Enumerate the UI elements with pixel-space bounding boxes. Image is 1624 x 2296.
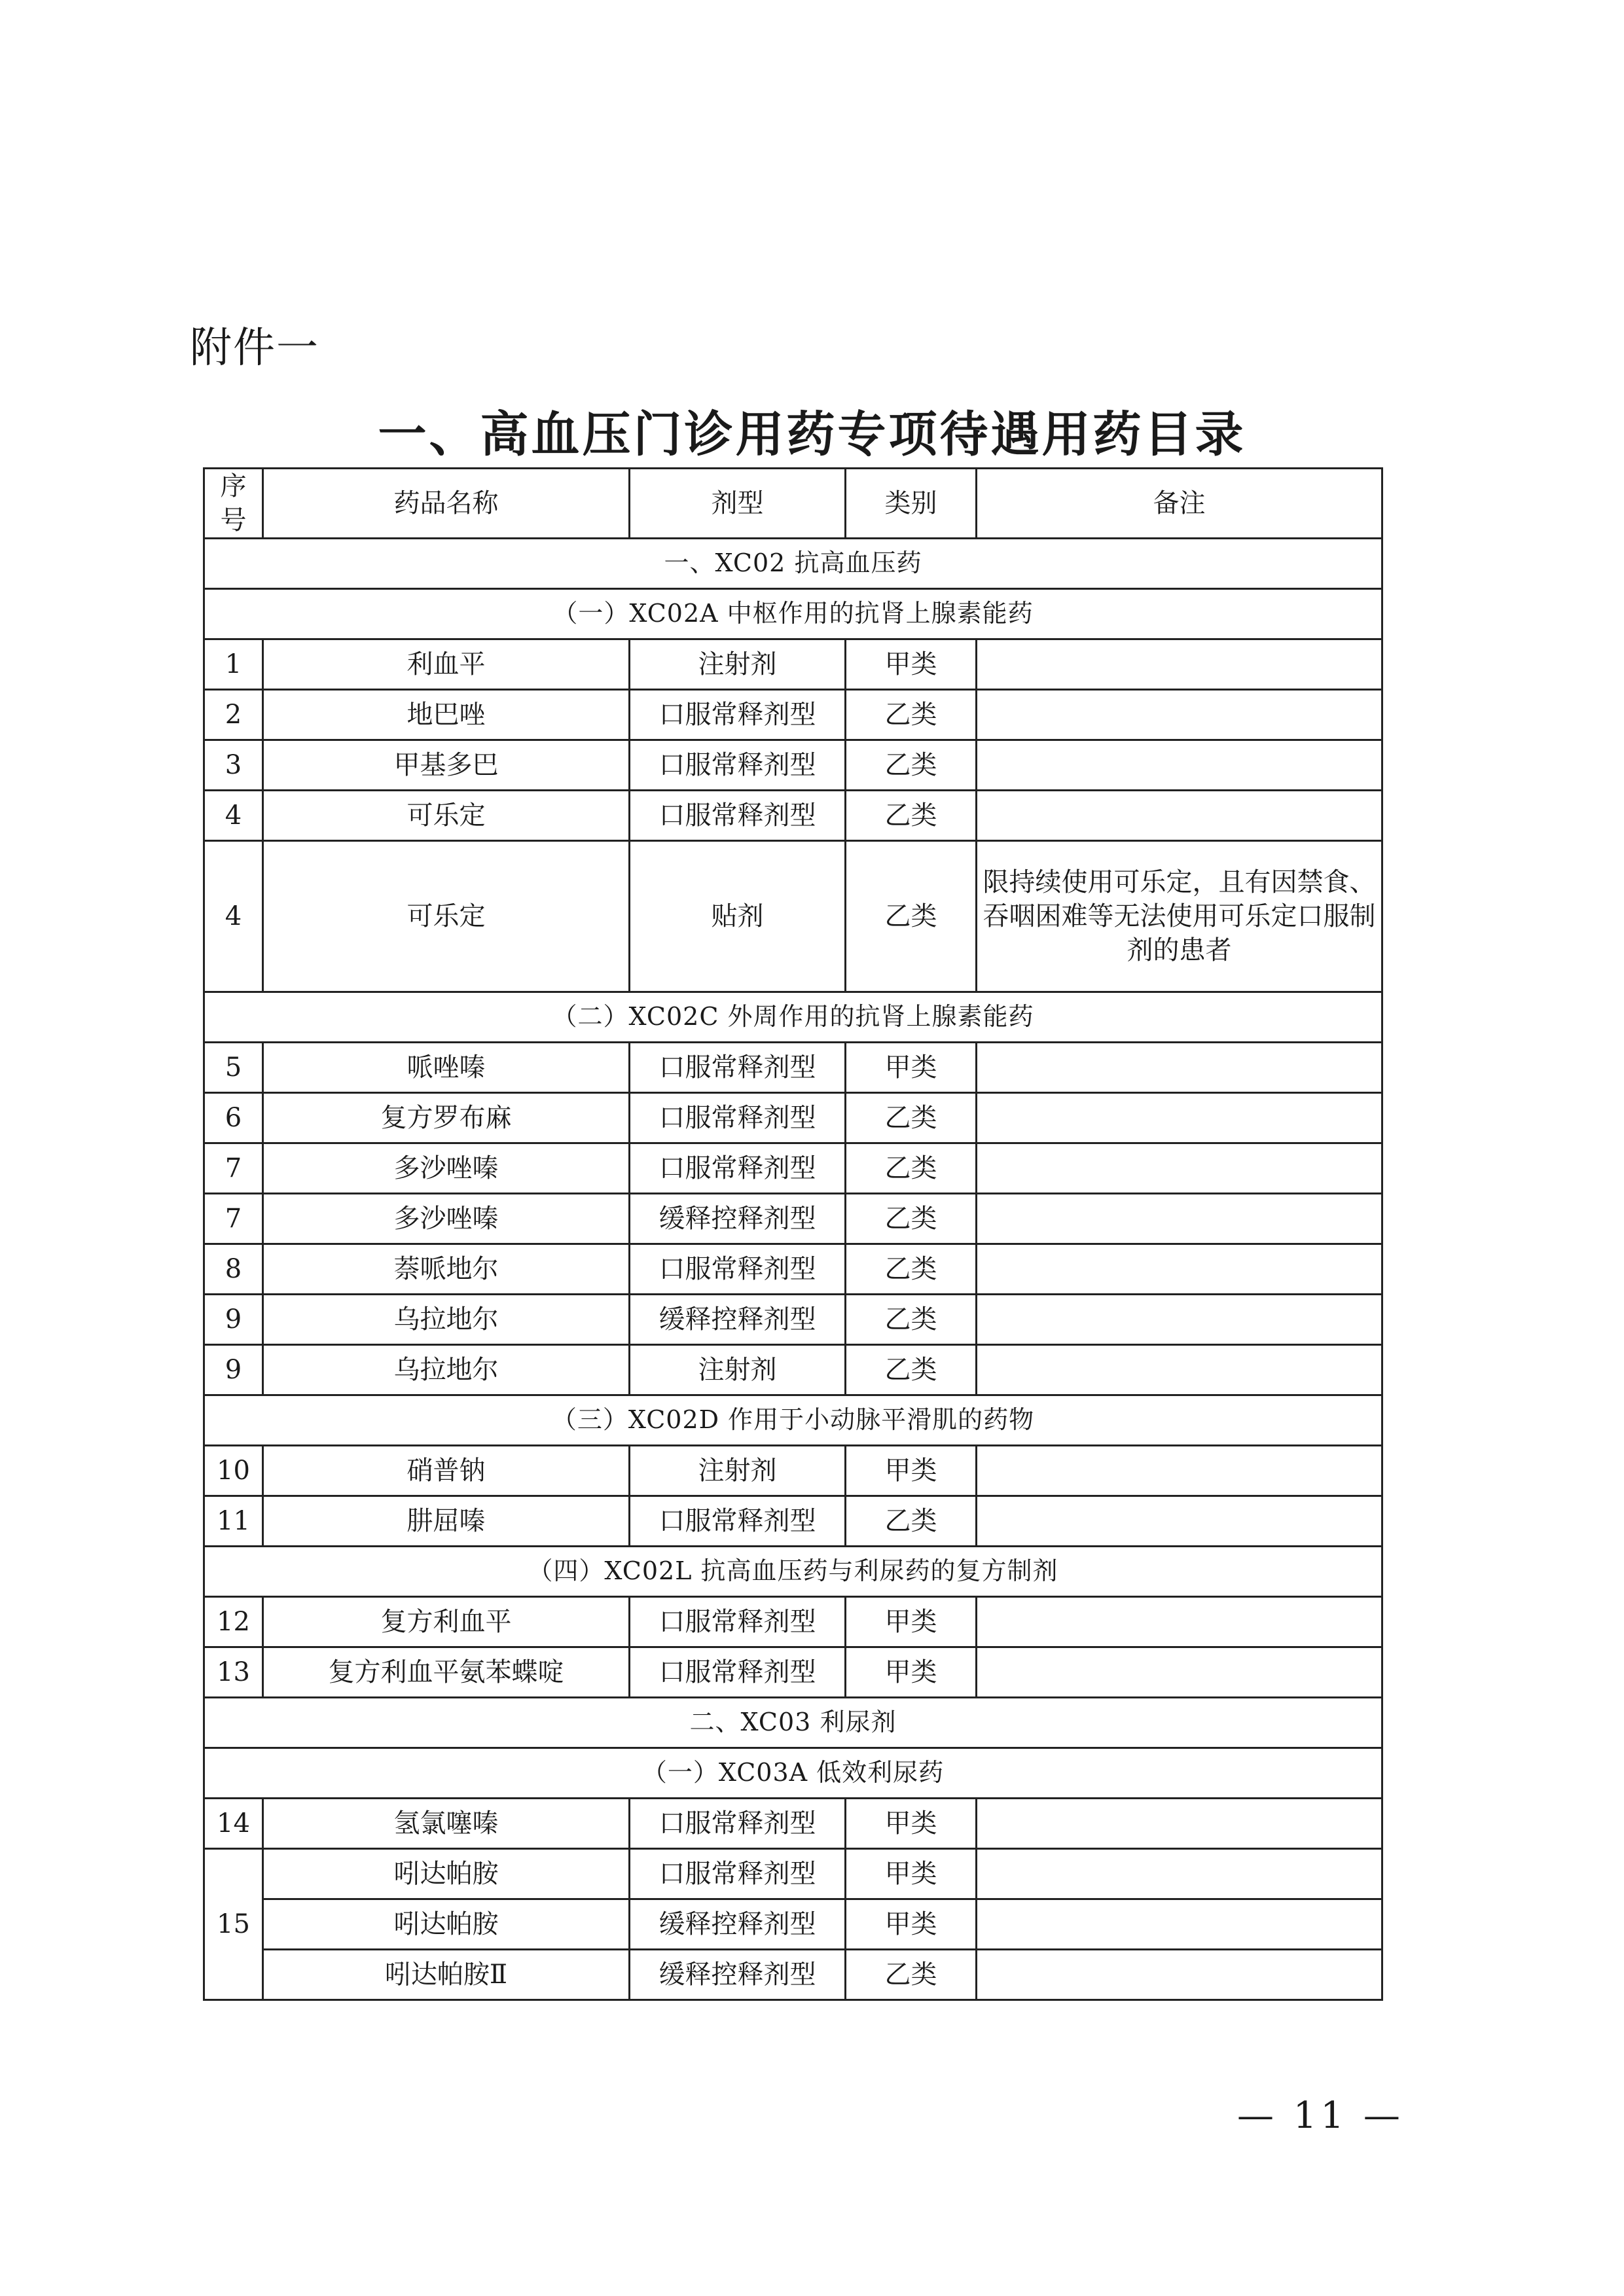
cell-category: 乙类 [846,1143,977,1194]
table-row [204,1899,1382,1950]
cell-form: 口服常释剂型 [630,1647,846,1698]
cell-name: 肼屈嗪 [263,1496,630,1547]
cell-form: 口服常释剂型 [630,740,846,791]
table-row [204,639,1382,690]
cell-category: 乙类 [846,1950,977,2000]
table-row [204,1194,1382,1244]
cell-category: 乙类 [846,740,977,791]
cell-remark [977,1597,1382,1647]
table-row [204,1143,1382,1194]
cell-seq: 2 [204,690,263,740]
cell-category: 乙类 [846,791,977,841]
table-row [204,1597,1382,1647]
cell-seq: 4 [204,841,263,992]
cell-category: 甲类 [846,1849,977,1899]
cell-form: 口服常释剂型 [630,1143,846,1194]
cell-form: 缓释控释剂型 [630,1194,846,1244]
cell-name: 硝普钠 [263,1446,630,1496]
cell-seq: 11 [204,1496,263,1547]
cell-remark [977,1143,1382,1194]
cell-form: 口服常释剂型 [630,1244,846,1295]
cell-name: 乌拉地尔 [263,1295,630,1345]
table-row [204,1849,1382,1899]
cell-seq: 9 [204,1295,263,1345]
subsection-title: （四）XC02L 抗高血压药与利尿药的复方制剂 [204,1547,1382,1597]
table-row [204,690,1382,740]
cell-form: 缓释控释剂型 [630,1295,846,1345]
subsection-row [204,1395,1382,1446]
cell-form: 注射剂 [630,1446,846,1496]
cell-seq: 7 [204,1143,263,1194]
page-number: — 11 — [1237,2094,1404,2137]
cell-name: 氢氯噻嗪 [263,1799,630,1849]
table-row [204,1647,1382,1698]
table-row [204,1345,1382,1395]
cell-category: 乙类 [846,841,977,992]
cell-name: 哌唑嗪 [263,1043,630,1093]
cell-category: 甲类 [846,639,977,690]
cell-form: 缓释控释剂型 [630,1950,846,2000]
cell-remark [977,1950,1382,2000]
cell-seq: 9 [204,1345,263,1395]
cell-name: 复方利血平氨苯蝶啶 [263,1647,630,1698]
cell-remark [977,740,1382,791]
cell-remark [977,1446,1382,1496]
cell-name: 利血平 [263,639,630,690]
cell-form: 口服常释剂型 [630,1496,846,1547]
subsection-row [204,992,1382,1043]
cell-name: 多沙唑嗪 [263,1143,630,1194]
table-row [204,1496,1382,1547]
section-title: 一、XC02 抗高血压药 [204,539,1382,589]
cell-remark: 限持续使用可乐定，且有因禁食、吞咽困难等无法使用可乐定口服制剂的患者 [977,841,1382,992]
cell-seq: 4 [204,791,263,841]
cell-category: 甲类 [846,1647,977,1698]
cell-remark [977,791,1382,841]
cell-seq-merged: 15 [204,1849,263,2000]
table-row [204,841,1382,992]
subsection-title: （一）XC03A 低效利尿药 [204,1748,1382,1799]
cell-remark [977,1647,1382,1698]
table-row [204,1043,1382,1093]
table-row [204,1950,1382,2000]
cell-name: 复方罗布麻 [263,1093,630,1143]
table-row [204,1295,1382,1345]
cell-remark [977,1799,1382,1849]
cell-name: 可乐定 [263,841,630,992]
cell-name: 吲达帕胺 [263,1899,630,1950]
cell-category: 乙类 [846,690,977,740]
cell-name: 可乐定 [263,791,630,841]
table-header-row [204,469,1382,539]
cell-form: 缓释控释剂型 [630,1899,846,1950]
cell-remark [977,1899,1382,1950]
cell-name: 乌拉地尔 [263,1345,630,1395]
cell-seq: 1 [204,639,263,690]
cell-name: 吲达帕胺Ⅱ [263,1950,630,2000]
cell-form: 口服常释剂型 [630,1597,846,1647]
cell-remark [977,1496,1382,1547]
cell-name: 萘哌地尔 [263,1244,630,1295]
cell-form: 口服常释剂型 [630,1093,846,1143]
table-row [204,1446,1382,1496]
cell-seq: 3 [204,740,263,791]
subsection-title: （二）XC02C 外周作用的抗肾上腺素能药 [204,992,1382,1043]
attachment-label: 附件一 [190,324,319,372]
table-row [204,1799,1382,1849]
cell-form: 口服常释剂型 [630,690,846,740]
cell-seq: 6 [204,1093,263,1143]
cell-remark [977,1345,1382,1395]
cell-remark [977,1093,1382,1143]
header-remark: 备注 [977,469,1382,539]
section-row [204,539,1382,589]
subsection-row [204,589,1382,639]
header-name: 药品名称 [263,469,630,539]
cell-name: 甲基多巴 [263,740,630,791]
cell-category: 甲类 [846,1446,977,1496]
cell-seq: 10 [204,1446,263,1496]
cell-category: 乙类 [846,1244,977,1295]
header-seq: 序号 [204,469,263,539]
cell-remark [977,1043,1382,1093]
table-row [204,1093,1382,1143]
document-title: 一、高血压门诊用药专项待遇用药目录 [378,406,1246,463]
cell-remark [977,639,1382,690]
cell-name: 吲达帕胺 [263,1849,630,1899]
cell-category: 甲类 [846,1899,977,1950]
cell-category: 甲类 [846,1043,977,1093]
cell-name: 多沙唑嗪 [263,1194,630,1244]
cell-remark [977,1849,1382,1899]
subsection-title: （一）XC02A 中枢作用的抗肾上腺素能药 [204,589,1382,639]
cell-seq: 14 [204,1799,263,1849]
cell-seq: 5 [204,1043,263,1093]
table-row [204,1244,1382,1295]
cell-remark [977,690,1382,740]
cell-form: 注射剂 [630,1345,846,1395]
table-row [204,791,1382,841]
cell-form: 口服常释剂型 [630,1043,846,1093]
cell-form: 口服常释剂型 [630,791,846,841]
cell-remark [977,1295,1382,1345]
subsection-row [204,1547,1382,1597]
cell-remark [977,1194,1382,1244]
cell-name: 复方利血平 [263,1597,630,1647]
cell-seq: 7 [204,1194,263,1244]
cell-category: 乙类 [846,1345,977,1395]
cell-seq: 12 [204,1597,263,1647]
cell-name: 地巴唑 [263,690,630,740]
cell-category: 乙类 [846,1496,977,1547]
subsection-row [204,1748,1382,1799]
header-category: 类别 [846,469,977,539]
cell-category: 乙类 [846,1093,977,1143]
header-form: 剂型 [630,469,846,539]
section-row [204,1698,1382,1748]
cell-category: 乙类 [846,1295,977,1345]
cell-category: 甲类 [846,1799,977,1849]
cell-form: 口服常释剂型 [630,1799,846,1849]
section-title: 二、XC03 利尿剂 [204,1698,1382,1748]
cell-form: 口服常释剂型 [630,1849,846,1899]
subsection-title: （三）XC02D 作用于小动脉平滑肌的药物 [204,1395,1382,1446]
cell-remark [977,1244,1382,1295]
cell-seq: 8 [204,1244,263,1295]
drug-catalog-table [203,467,1383,2001]
cell-seq: 13 [204,1647,263,1698]
cell-form: 注射剂 [630,639,846,690]
cell-category: 乙类 [846,1194,977,1244]
cell-form: 贴剂 [630,841,846,992]
cell-category: 甲类 [846,1597,977,1647]
table-row [204,740,1382,791]
